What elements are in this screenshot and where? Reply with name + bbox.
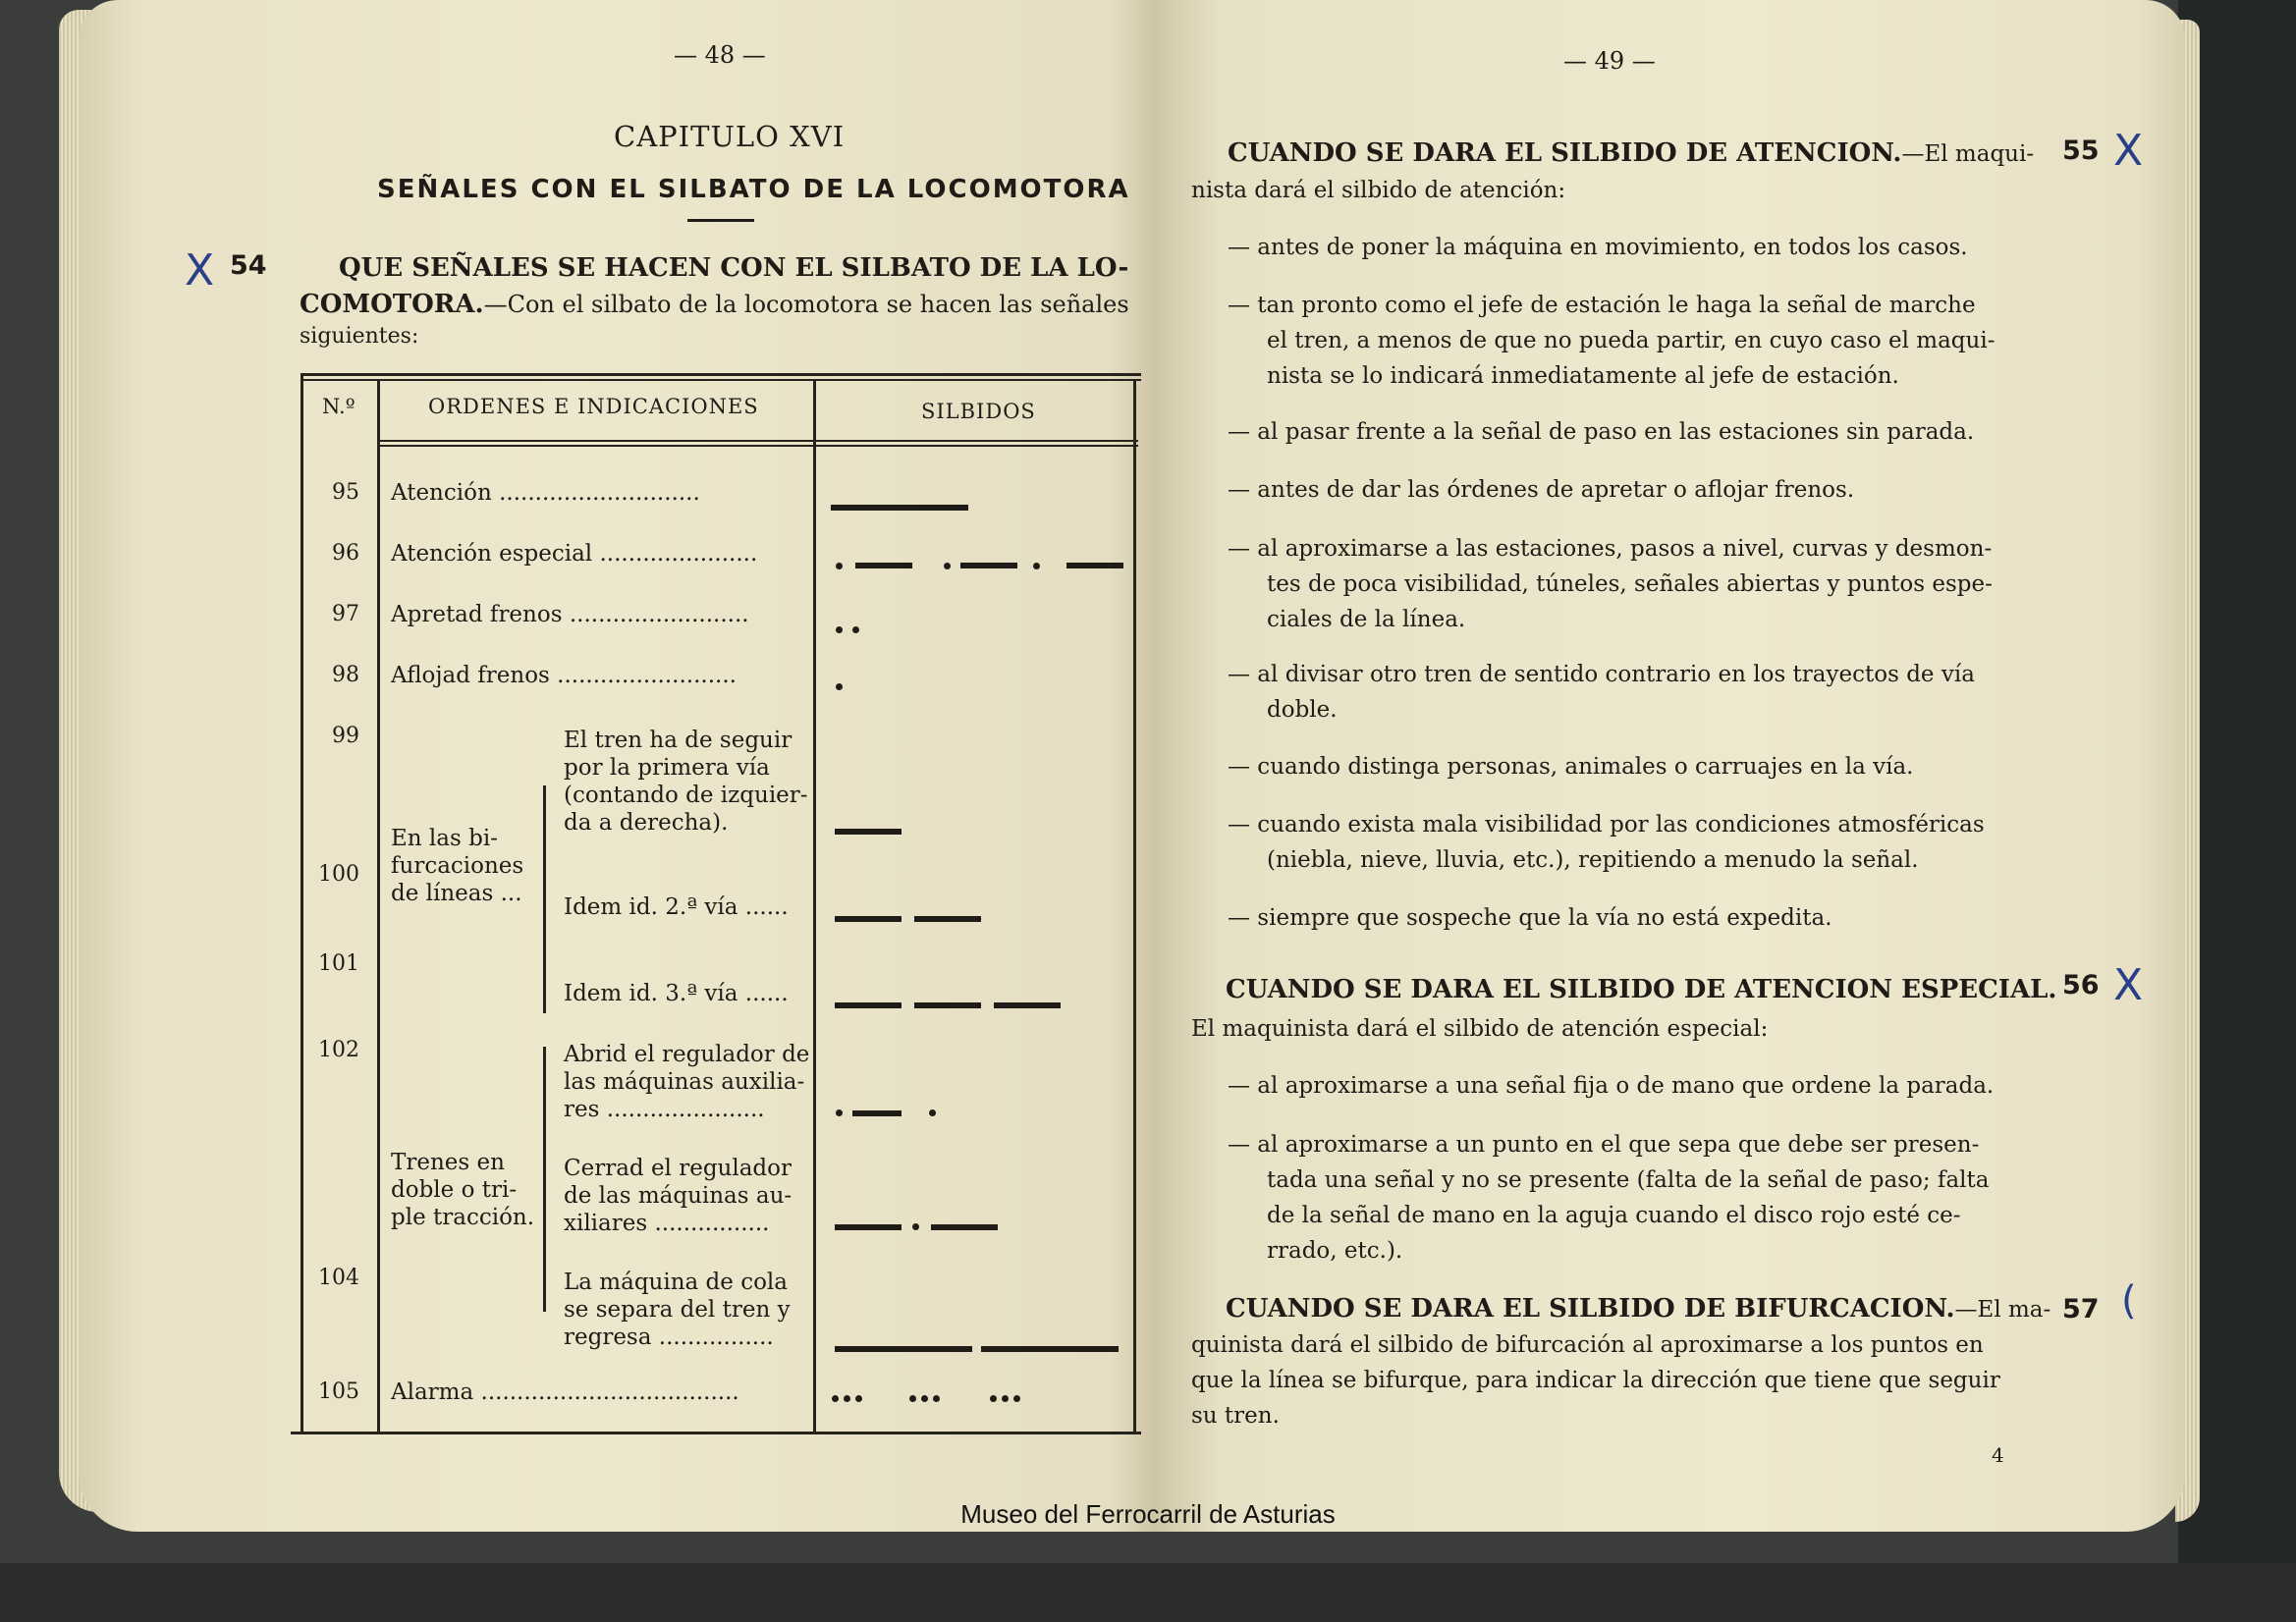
whistle-long xyxy=(994,1002,1061,1008)
row-num: 105 xyxy=(318,1379,359,1404)
row-text: Atención especial ...................... xyxy=(391,541,758,567)
row-num: 98 xyxy=(332,663,359,687)
row-num: 102 xyxy=(318,1038,359,1062)
section-55-item-2: — tan pronto como el jefe de estación le haga la señal de marche el tren, a menos de que no pueda partir, en cuyo caso el maqui- nista se lo indicará inmediatamente al jefe de estación. xyxy=(1228,293,1995,389)
section-56-item-1: — al aproximarse a una señal fija o de mano que ordene la parada. xyxy=(1228,1073,1995,1099)
section-55-item-4: — antes de dar las órdenes de apretar o aflojar frenos. xyxy=(1228,477,1855,503)
whistle-short xyxy=(933,1395,940,1402)
group1-brace xyxy=(543,785,546,1013)
museum-watermark: Museo del Ferrocarril de Asturias xyxy=(960,1499,1336,1529)
row-num: 96 xyxy=(332,541,359,566)
whistle-short xyxy=(844,1395,850,1402)
whistle-long xyxy=(960,563,1017,568)
whistle-long xyxy=(1066,563,1123,568)
chapter-number: CAPITULO XVI xyxy=(614,120,846,153)
signals-table xyxy=(301,373,1135,1433)
row-num: 101 xyxy=(318,951,359,976)
col-header-num: N.º xyxy=(322,395,355,418)
section-54-heading-line2 xyxy=(300,290,1129,319)
right-page-number: — 49 — xyxy=(1563,47,1656,75)
section-55-item-7: — cuando distinga personas, animales o carruajes en la vía. xyxy=(1228,754,1914,780)
group1-item-3: Idem id. 3.ª vía ...... xyxy=(564,981,789,1006)
row-text: Alarma .................................... xyxy=(391,1379,739,1405)
group1-item-1: El tren ha de seguir por la primera vía (contando de izquier- da a derecha). xyxy=(564,728,808,836)
whistle-long xyxy=(835,1346,972,1352)
row-text: Atención ............................ xyxy=(391,480,700,506)
col-header-orders: ORDENES E INDICACIONES xyxy=(428,395,759,418)
group2-item-1: Abrid el regulador de las máquinas auxilia- res ...................... xyxy=(564,1042,810,1122)
chapter-title: SEÑALES CON EL SILBATO DE LA LOCOMOTORA xyxy=(377,175,1130,204)
whistle-short xyxy=(836,563,843,569)
section-56-mark: X xyxy=(2113,960,2144,1010)
whistle-short xyxy=(836,626,843,633)
whistle-short xyxy=(855,1395,862,1402)
whistle-short xyxy=(852,626,859,633)
section-55-intro: nista dará el silbido de atención: xyxy=(1191,178,1566,203)
whistle-short xyxy=(836,683,843,690)
whistle-short xyxy=(929,1109,936,1116)
title-rule xyxy=(687,219,754,222)
section-55-item-6: — al divisar otro tren de sentido contrario en los trayectos de vía doble. xyxy=(1228,662,1975,723)
row-text: Aflojad frenos ......................... xyxy=(391,663,737,688)
whistle-long xyxy=(835,1002,902,1008)
section-54-mark: X xyxy=(185,245,215,296)
whistle-short xyxy=(1033,563,1040,569)
whistle-long xyxy=(981,1346,1119,1352)
row-num: 99 xyxy=(332,724,359,748)
row-text: Apretad frenos ......................... xyxy=(391,602,749,627)
section-56-intro: El maquinista dará el silbido de atención especial: xyxy=(1191,1016,1769,1042)
section-55-item-9: — siempre que sospeche que la vía no está expedita. xyxy=(1228,905,1832,931)
whistle-long xyxy=(831,505,968,511)
group2-item-2: Cerrad el regulador de las máquinas au- xiliares ................ xyxy=(564,1156,793,1236)
group1-item-2: Idem id. 2.ª vía ...... xyxy=(564,894,789,920)
whistle-long xyxy=(835,829,902,835)
whistle-short xyxy=(990,1395,997,1402)
row-num: 100 xyxy=(318,862,359,887)
section-57-text: quinista dará el silbido de bifurcación al aproximarse a los puntos en que la línea se bifurque, para indicar la dirección que tiene que seguir su tren. xyxy=(1191,1332,2000,1429)
group2-item-3: La máquina de cola se separa del tren y regresa ................ xyxy=(564,1270,791,1350)
section-55-item-3: — al pasar frente a la señal de paso en las estaciones sin parada. xyxy=(1228,419,1975,445)
whistle-long xyxy=(931,1224,998,1230)
whistle-short xyxy=(912,1223,919,1230)
whistle-short xyxy=(944,563,951,569)
whistle-long xyxy=(835,1224,902,1230)
section-54-heading-bold: COMOTORA. xyxy=(300,290,484,319)
section-56-item-2: — al aproximarse a un punto en el que sepa que debe ser presen- tada una señal y no se presente (falta de la señal de paso; falta de la señal de mano en la aguja cuando el disco rojo esté ce- rrado, etc.). xyxy=(1228,1132,1990,1264)
section-55-item-1: — antes de poner la máquina en movimiento, en todos los casos. xyxy=(1228,235,1968,260)
whistle-long xyxy=(855,563,912,568)
background-bottom xyxy=(0,1563,2296,1622)
whistle-long xyxy=(835,916,902,922)
whistle-short xyxy=(921,1395,928,1402)
section-57-heading: CUANDO SE DARA EL SILBIDO DE BIFURCACION.—El ma- xyxy=(1226,1294,2051,1324)
section-55-item-5: — al aproximarse a las estaciones, pasos a nivel, curvas y desmon- tes de poca visibilidad, túneles, señales abiertas y puntos espe- ciales de la línea. xyxy=(1228,536,1993,632)
section-54-number: 54 xyxy=(230,250,267,281)
whistle-short xyxy=(832,1395,839,1402)
section-54-heading-line3: siguientes: xyxy=(300,324,419,349)
whistle-short xyxy=(836,1109,843,1116)
whistle-long xyxy=(914,916,981,922)
section-55-heading: CUANDO SE DARA EL SILBIDO DE ATENCION.—El maqui- xyxy=(1228,138,2035,168)
section-55-number: 55 xyxy=(2062,135,2100,166)
row-num: 95 xyxy=(332,480,359,505)
whistle-long xyxy=(914,1002,981,1008)
page-footer-mark: 4 xyxy=(1992,1443,2004,1467)
col-header-whistles: SILBIDOS xyxy=(921,400,1036,423)
row-num: 104 xyxy=(318,1266,359,1290)
section-56-number: 56 xyxy=(2062,970,2100,1000)
group2-label: Trenes en doble o tri- ple tracción. xyxy=(391,1150,535,1230)
whistle-short xyxy=(909,1395,916,1402)
section-55-item-8: — cuando exista mala visibilidad por las condiciones atmosféricas (niebla, nieve, lluvia, etc.), repitiendo a menudo la señal. xyxy=(1228,812,1985,873)
section-57-number: 57 xyxy=(2062,1294,2100,1325)
whistle-short xyxy=(1002,1395,1009,1402)
section-56-heading: CUANDO SE DARA EL SILBIDO DE ATENCION ESPECIAL. xyxy=(1226,975,2057,1004)
left-page-number: — 48 — xyxy=(674,41,766,69)
row-num: 97 xyxy=(332,602,359,626)
whistle-long xyxy=(852,1110,902,1116)
section-54-heading-rest: —Con el silbato de la locomotora se hacen las señales xyxy=(483,291,1129,318)
section-57-mark: ( xyxy=(2121,1278,2137,1324)
group1-label: En las bi- furcaciones de líneas ... xyxy=(391,826,524,906)
section-55-mark: X xyxy=(2113,126,2144,176)
group2-brace xyxy=(543,1047,546,1312)
section-54-heading-line1: QUE SEÑALES SE HACEN CON EL SILBATO DE LA LO- xyxy=(339,253,1129,283)
whistle-short xyxy=(1013,1395,1020,1402)
